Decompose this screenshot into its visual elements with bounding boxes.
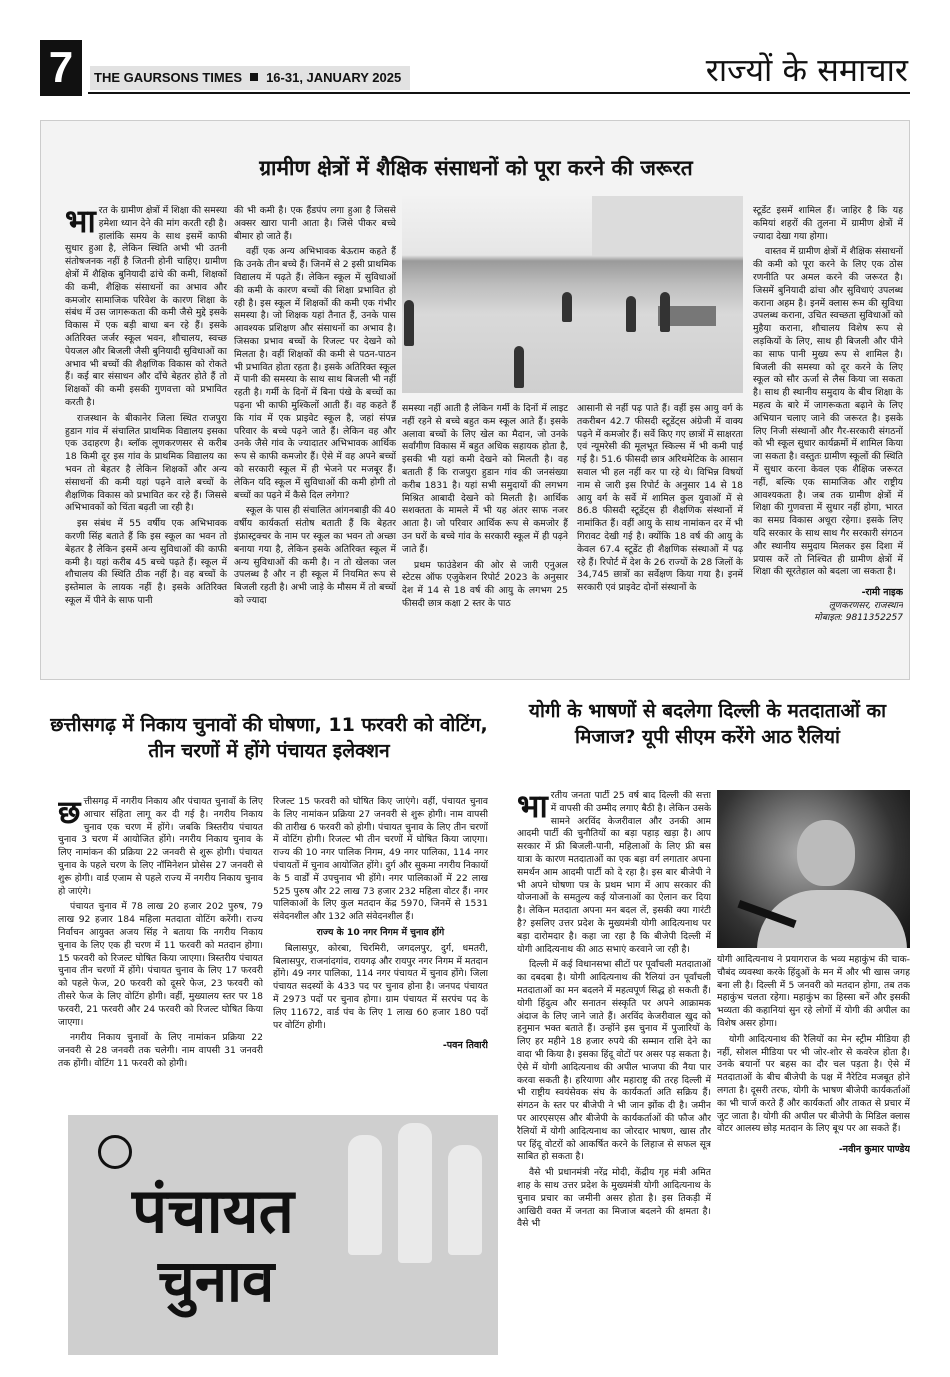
poster-title-line2: चुनाव bbox=[158, 1247, 275, 1315]
issue-date: 16-31, JANUARY 2025 bbox=[266, 70, 402, 85]
child-figure bbox=[514, 346, 524, 388]
section-title: राज्यों के समाचार bbox=[705, 51, 908, 89]
raised-finger bbox=[348, 1135, 382, 1255]
article-column bbox=[753, 205, 903, 675]
article-headline: योगी के भाषणों से बदलेगा दिल्ली के मतदाताओं का मिजाज? यूपी सीएम करेंगे आठ रैलियां bbox=[528, 700, 887, 748]
article-column bbox=[234, 205, 396, 665]
article-yogi-delhi-rallies bbox=[505, 690, 910, 1365]
paragraph: इस संबंध में 55 वर्षीय एक अभिभावक करणी सिंह बताते हैं कि इस स्कूल का भवन तो बेहतर है लेकिन इसमें अन्य सुविधाओं की काफी कमी है। यहां करीब 45 बच्चे पढ़ते हैं। स्कूल में शौचालय की स्थिति ठीक नहीं है। वह बच्चों के इस्तेमाल के लायक नहीं है। इसके अतिरिक्त स्कूल में पीने के साफ पानी bbox=[65, 518, 227, 606]
paragraph: भारतीय जनता पार्टी 25 वर्ष बाद दिल्ली की सत्ता में वापसी की उम्मीद लगाए बैठी है। लेकिन उसके सामने अरविंद केजरीवाल और उनकी आम आदमी पार्टी की चुनौतियों का बड़ा पहाड़ खड़ा है। आप सरकार में फ्री बिजली-पानी, महिलाओं के लिए फ्री बस यात्रा के कारण मतदाताओं का एक बड़ा वर्ग लगातार अपना समर्थन आम आदमी पार्टी को दे रहा है। इस बार बीजेपी ने भी अपने घोषणा पत्र के प्रथम भाग में आप सरकार की योजनाओं के समतुल्य कई योजनाओं का ऐलान कर दिया है। लेकिन मतदाता अपना मन बदल लें, इसकी क्या गारंटी है? इसलिए उत्तर प्रदेश के मुख्यमंत्री योगी आदित्यनाथ पर बड़ा दारोमदार है। कहा जा रहा है कि बीजेपी दिल्ली में योगी आदित्यनाथ की आठ सभाएं करवाने जा रही है। bbox=[517, 790, 711, 955]
square-bullet-icon bbox=[250, 73, 258, 81]
paragraph: वहीं एक अन्य अभिभावक बेऊराम कहते हैं कि उनके तीन बच्चे हैं। जिनमें से 2 इसी प्राथमिक विद्यालय में पढ़ते हैं। लेकिन स्कूल में सुविधाओं की कमी के कारण बच्चों की शिक्षा प्रभावित हो रही है। इस स्कूल में शिक्षकों की कमी एक गंभीर समस्या है। जो शिक्षक यहां तैनात हैं, उनके पास आवश्यक प्रशिक्षण और संसाधनों का अभाव है। जिसका प्रभाव बच्चों के रिजल्ट पर देखने को मिलता है। वहीं शिक्षकों की कमी से पठन-पाठन भी प्रभावित होता रहता है। इसके अतिरिक्त स्कूल में पानी की समस्या के साथ साथ बिजली भी नहीं रहती है। गर्मी के दिनों में बिना पंखे के बच्चों का पढ़ना भी काफी मुश्किलों आती हैं। वह कहते हैं कि गांव में एक प्राइवेट स्कूल है, जहां संपन्न परिवार के बच्चे पढ़ने जाते हैं। लेकिन वह और उनके जैसे गांव के ज्यादातर अभिभावक आर्थिक रूप से काफी कमजोर हैं। ऐसे में वह अपने बच्चों को सरकारी स्कूल में ही भेजने पर मजबूर हैं। लेकिन यदि स्कूल में सुविधाओं की कमी होगी तो बच्चों का पढ़ने में कैसे दिल लगेगा? bbox=[234, 246, 396, 501]
article-headline: ग्रामीण क्षेत्रों में शैक्षिक संसाधनों को पूरा करने की जरूरत bbox=[259, 156, 693, 180]
building-wall bbox=[592, 196, 743, 256]
article-column bbox=[65, 205, 227, 665]
paragraph: आसानी से नहीं पढ़ पाते हैं। वहीं इस आयु वर्ग के तकरीबन 42.7 फीसदी स्टूडेंट्स अंग्रेजी में वाक्य पढ़ने में कमजोर हैं। सर्वे किए गए छात्रों में साक्षरता एवं न्यूमरेसी की मूलभूत स्किल्स में भी कमी पाई गई है। 51.6 फीसदी छात्र अरिथमेटिक के आसान सवाल भी हल नहीं कर पा रहे थे। विभिन्न विषयों नाम से जारी इस रिपोर्ट के अनुसार 14 से 18 आयु वर्ग के सर्वे में शामिल कुल युवाओं में से 86.8 फीसदी स्टूडेंट्स ही शैक्षणिक संस्थानों में नामांकित हैं। वहीं आयु के साथ नामांकन दर में भी गिरावट देखी गई है। क्योंकि 18 वर्ष की आयु के केवल 67.4 स्टूडेंट ही शैक्षणिक संस्थाओं में पढ़ रहे हैं। रिपोर्ट में देश के 26 राज्यों के 28 जिलों के 34,745 छात्रों का सर्वेक्षण किया गया है। इनमें सरकारी एवं प्राइवेट दोनों संस्थानों के bbox=[577, 403, 743, 594]
paragraph: पंचायत चुनाव में 78 लाख 20 हजार 202 पुरुष, 79 लाख 92 हजार 184 महिला मतदाता वोटिंग करेंगी। राज्य निर्वाचन आयुक्त अजय सिंह ने बताया कि नगरीय निकाय चुनाव के लिए एक ही चरण में 11 फरवरी को मतदान होगा। 15 फरवरी को रिजल्ट घोषित किया जाएगा। त्रिस्तरीय पंचायत चुनाव तीन चरणों में होंगे। पंचायत चुनाव के लिए 17 फरवरी को पहले फेज, 20 फरवरी को दूसरे फेज, 23 फरवरी को तीसरे फेज के लिए वोटिंग होगी। वहीं, मुख्यालय स्तर पर 18 फरवरी, 21 फरवरी और 24 फरवरी को रिजल्ट घोषित किया जाएगा। bbox=[58, 901, 263, 1028]
child-figure bbox=[660, 292, 670, 332]
article-column bbox=[717, 954, 910, 1360]
paragraph: स्टूडेंट इसमें शामिल हैं। जाहिर है कि यह कमियां शहरों की तुलना में ग्रामीण क्षेत्रों में ज्यादा देखा गया होगा। bbox=[753, 205, 903, 242]
paragraph: वैसे भी प्रधानमंत्री नरेंद्र मोदी, केंद्रीय गृह मंत्री अमित शाह के साथ उत्तर प्रदेश के मुख्यमंत्री योगी आदित्यनाथ के चुनाव प्रचार का जमीनी असर होता है। इस तिकड़ी में आखिरी वक्त में जनता का मिजाज बदलने की क्षमता है। वैसे भी bbox=[517, 1167, 711, 1230]
paragraph: दिल्ली में कई विधानसभा सीटों पर पूर्वांचली मतदाताओं का दबदबा है। योगी आदित्यनाथ की रैलियां उन पूर्वांचली मतदाताओं का मन बदलने में महत्वपूर्ण सिद्ध हो सकती हैं। योगी हिंदुत्व और सनातन संस्कृति पर अपने आक्रामक अंदाज के लिए जाने जाते हैं। अरविंद केजरीवाल खुद को हनुमान भक्त बताते हैं। उन्होंने इस चुनाव में पुजारियों के लिए हर महीने 18 हजार रुपये की सम्मान राशि देने का वादा भी किया है। इसका हिंदू वोटों पर असर पड़ सकता है। ऐसे में योगी आदित्यनाथ की अपील भाजपा की नैया पार करवा सकती है। हरियाणा और महाराष्ट्र की तरह दिल्ली में भी राष्ट्रीय स्वयंसेवक संघ के कार्यकर्ता अति सक्रिय हैं। संगठन के स्तर पर बीजेपी ने भी जान झोंक दी है। जमीन पर आरएसएस और बीजेपी के कार्यकर्ताओं की फौज और रैलियों में योगी आदित्यनाथ का जोरदार भाषण, खास तौर पर हिंदू वोटरों को आकर्षित करने के लिहाज से सफल सूत्र साबित हो सकता है। bbox=[517, 959, 711, 1163]
article-column bbox=[517, 790, 711, 1360]
paragraph: नगरीय निकाय चुनावों के लिए नामांकन प्रक्रिया 22 जनवरी से 28 जनवरी तक चलेगी। नाम वापसी 31 जनवरी तक होंगी। वोटिंग 11 फरवरी को होगी। bbox=[58, 1032, 263, 1069]
header-rule bbox=[88, 92, 910, 94]
author-signature: -रामी नाइक bbox=[861, 587, 903, 599]
paragraph: भारत के ग्रामीण क्षेत्रों में शिक्षा की समस्या हमेशा ध्यान देने की मांग करती रही है। हालांकि समय के साथ इसमें काफी सुधार हुआ है, लेकिन स्थिति अभी भी उतनी संतोषजनक नहीं है जितनी होनी चाहिए। ग्रामीण क्षेत्रों में शैक्षिक बुनियादी ढांचे की कमी, शिक्षकों की कमी, शैक्षिक संसाधनों का अभाव और कमजोर सामाजिक परिवेश के कारण शिक्षा के संबंध में उस जागरूकता की कमी जैसे मुद्दे इसके विकास में एक बड़ी बाधा बन रहे हैं। इसके अतिरिक्त जर्जर स्कूल भवन, शौचालय, स्वच्छ पेयजल और बिजली जैसी बुनियादी सुविधाओं का अभाव भी बच्चों की शैक्षणिक विकास को रोकते हैं। कई बार संसाधन और दाँचे बेहतर होते हैं तो शिक्षकों की कमी इसकी गुणवत्ता को प्रभावित करती है। bbox=[65, 205, 227, 408]
yogi-speech-photo bbox=[717, 790, 910, 948]
author-signature: -नवीन कुमार पाण्डेय bbox=[838, 1144, 910, 1156]
raised-finger bbox=[398, 1123, 432, 1263]
masthead-bar bbox=[90, 66, 410, 90]
paragraph: स्कूल के पास ही संचालित आंगनबाड़ी की 40 वर्षीय कार्यकर्ता संतोष बताती हैं कि बेहतर इंफ्रास्ट्रक्चर के नाम पर स्कूल का भवन तो अच्छा बनाया गया है, लेकिन इसके अतिरिक्त स्कूल में अन्य सुविधाओं की कमी है। न तो खेलका जल उपलब्ध है और न ही स्कूल में नियमित रूप से बिजली रहती है। अभी जाड़े के मौसम में तो बच्चों को ज्यादा bbox=[234, 505, 396, 606]
page-header bbox=[0, 0, 950, 100]
child-figure bbox=[404, 300, 414, 346]
paragraph: राजस्थान के बीकानेर जिला स्थित राजपुरा हुडान गांव में संचालित प्राथमिक विद्यालय इसका एक उदाहरण है। ब्लॉक लूणकरणसर से करीब 18 किमी दूर इस गांव के प्राथमिक विद्यालय का भवन तो बेहतर है लेकिन शिक्षकों और अन्य संसाधनों की कमी यहां पढ़ने वाले बच्चों के शैक्षणिक विकास को प्रभावित कर रहे हैं। जिससे अभिभावकों को चिंता बढ़ती जा रही है। bbox=[65, 412, 227, 514]
author-contact: मोबाइल: 9811352257 bbox=[814, 612, 903, 623]
page-number: 7 bbox=[40, 40, 82, 96]
rural-school-photo bbox=[402, 196, 743, 393]
drop-cap: भा bbox=[517, 790, 548, 825]
paragraph: बिलासपुर, कोरबा, चिरमिरी, जगदलपुर, दुर्ग, धमतरी, बिलासपुर, राजनांदगांव, रायगढ़ और रायपुर नगर निगम में मतदान होंगे। 49 नगर पालिका, 114 नगर पंचायत में चुनाव होंगे। जिला पंचायत सदस्यों के 433 पद पर चुनाव होना है। जनपद पंचायत में 2973 पदों पर चुनाव होगा। ग्राम पंचायत में सरपंच पद के लिए 11672, वार्ड पंच के लिए 1 लाख 60 हजार 180 पदों पर वोटिंग होगी। bbox=[273, 942, 488, 1031]
panchayat-election-poster bbox=[68, 1115, 498, 1355]
paragraph: समस्या नहीं आती है लेकिन गर्मी के दिनों में लाइट नहीं रहने से बच्चे बहुत कम स्कूल आते हैं। इसके अलावा बच्चों के लिए खेल का मैदान, जो उनके सर्वांगीण विकास में बहुत अधिक सहायक होता है, इसकी भी यहां कमी देखने को मिलती है। वह बताती हैं कि राजपुरा हुडान गांव की जनसंख्या करीब 1831 है। यहां सभी समुदायों की लगभग मिश्रित आबादी देखने को मिलती है। आर्थिक सशक्तता के मामले में भी यह अंतर साफ नजर आता है। जो परिवार आर्थिक रूप से कमजोर हैं उन घरों के बच्चे गांव के सरकारी स्कूल में ही पढ़ने जाते हैं। bbox=[402, 403, 568, 555]
poster-title-line1: पंचायत bbox=[132, 1174, 294, 1247]
article-headline: छत्तीसगढ़ में निकाय चुनावों की घोषणा, 11 फरवरी को वोटिंग, तीन चरणों में होंगे पंचायत इलेक्शन bbox=[50, 714, 488, 762]
raised-finger bbox=[448, 1145, 482, 1255]
child-figure bbox=[562, 292, 572, 322]
article-column bbox=[273, 796, 488, 1108]
subheading: राज्य के 10 नगर निगम में चुनाव होंगे bbox=[316, 926, 445, 938]
article-rural-education bbox=[40, 120, 910, 680]
article-chhattisgarh-elections bbox=[40, 690, 498, 1365]
child-figure bbox=[626, 296, 636, 332]
drop-cap: भा bbox=[65, 205, 96, 240]
ink-mark-icon bbox=[98, 1135, 132, 1169]
paragraph: छत्तीसगढ़ में नगरीय निकाय और पंचायत चुनावों के लिए आचार संहिता लागू कर दी गई है। नगरीय निकाय चुनाव एक चरण में होंगे। जबकि त्रिस्तरीय पंचायत चुनाव 3 चरण में आयोजित होंगे। नगरीय निकाय चुनाव के लिए नामांकन की प्रक्रिया 22 जनवरी से शुरू होगी। पंचायत चुनाव के पहले चरण के लिए नॉमिनेशन प्रोसेस 27 जनवरी से शुरू होगी। वार्ड एजाम से पहले राज्य में नगरीय निकाय चुनाव हो जाएंगे। bbox=[58, 796, 263, 897]
author-location: लूणकरणसर, राजस्थान bbox=[828, 600, 903, 611]
author-signature: -पवन तिवारी bbox=[442, 1040, 488, 1052]
paragraph: प्रथम फाउंडेशन की ओर से जारी एनुअल स्टेटस ऑफ एजुकेशन रिपोर्ट 2023 के अनुसार देश में 14 से 18 वर्ष की आयु के लगभग 25 फीसदी छात्र कक्षा 2 स्तर के पाठ bbox=[402, 559, 568, 609]
drop-cap: छ bbox=[58, 796, 81, 831]
paragraph: की भी कमी है। एक हैंडपंप लगा हुआ है जिससे अक्सर खारा पानी आता है। जिसे पीकर बच्चे बीमार हो जाते हैं। bbox=[234, 205, 396, 242]
paragraph: वास्तव में ग्रामीण क्षेत्रों में शैक्षिक संसाधनों की कमी को पूरा करने के लिए एक ठोस रणनीति पर अमल करने की जरूरत है। जिसमें बुनियादी ढांचा और सुविधाएं उपलब्ध कराना अहम है। इनमें क्लास रूम की सुविधा उपलब्ध कराना, उचित स्वच्छता सुविधाओं को मुहैया कराना, शौचालय विशेष रूप से लड़कियों के लिए, साथ ही बिजली और पीने का साफ पानी मुख्य रूप से शामिल है। बिजली की समस्या को दूर करने के लिए स्कूल को सौर ऊर्जा से लैस किया जा सकता है। साथ ही स्थानीय समुदाय के बीच शिक्षा के महत्व के बारे में जागरूकता बढ़ाने के लिए अभियान चलाए जाने की जरूरत है। इसके लिए निजी संस्थानों और गैर-सरकारी संगठनों को भी स्कूल सुधार कार्यक्रमों में शामिल किया जा सकता है। वस्तुतः ग्रामीण स्कूलों की स्थिति में सुधार करना केवल एक शैक्षिक जरूरत नहीं, बल्कि एक सामाजिक और राष्ट्रीय आवश्यकता है। जब तक ग्रामीण क्षेत्रों में शिक्षा की गुणवत्ता में सुधार नहीं होगा, भारत का समग्र विकास अधूरा रहेगा। इसके लिए यदि सरकार के साथ साथ गैर सरकारी संगठन और स्थानीय समुदाय मिलकर इस दिशा में प्रयास करें तो निश्चित ही ग्रामीण क्षेत्रों में शिक्षा की सूरतेहाल को बदला जा सकता है। bbox=[753, 246, 903, 578]
paragraph: योगी आदित्यनाथ की रैलियों का मेन स्ट्रीम मीडिया ही नहीं, सोशल मीडिया पर भी जोर-शोर से कवरेज होता है। उनके बयानों पर बहस का दौर चल पड़ता है। ऐसे में मतदाताओं के बीच बीजेपी के पक्ष में नैरेटिव मजबूत होने लगता है। दूसरी तरफ, योगी के भाषण बीजेपी कार्यकर्ताओं का भी चार्ज करते हैं और कार्यकर्ता और ताकत से प्रचार में जुट जाता है। योगी की अपील पर बीजेपी के मिडिल क्लास वोटर आलस्य छोड़ मतदान के लिए बूथ पर आ सकते हैं। bbox=[717, 1033, 910, 1135]
article-column bbox=[402, 403, 568, 665]
article-column bbox=[577, 403, 743, 665]
speaker-head bbox=[797, 820, 855, 886]
article-column bbox=[58, 796, 263, 1108]
masthead-title: THE GAURSONS TIMES bbox=[94, 70, 243, 85]
paragraph: योगी आदित्यनाथ ने प्रयागराज के भव्य महाकुंभ की चाक-चौबंद व्यवस्था करके हिंदुओं के मन में और भी खास जगह बना ली है। दिल्ली में 5 जनवरी को मतदान होगा, तब तक महाकुंभ चलता रहेगा। महाकुंभ का हिस्सा बनें और इसकी भव्यता की कहानियां सुन रहे लोगों में योगी की अपील का विशेष असर होगा। bbox=[717, 954, 910, 1029]
paragraph: रिजल्ट 15 फरवरी को घोषित किए जाएंगे। वहीं, पंचायत चुनाव के लिए नामांकन प्रक्रिया 27 जनवरी से शुरू होगी। नाम वापसी की तारीख 6 फरवरी को होगी। पंचायत चुनाव के लिए तीन चरणों में वोटिंग होगी। रिजल्ट भी तीन चरणों में घोषित किया जाएगा। राज्य की 10 नगर पालिक निगम, 49 नगर पालिका, 114 नगर पंचायतों में चुनाव आयोजित होंगे। दुर्ग और सुकमा नगरीय निकायों के 5 वार्डों में उपचुनाव भी होंगे। नगर पालिकाओं में 22 लाख 525 पुरुष और 22 लाख 73 हजार 232 महिला वोटर हैं। नगर पालिकाओं के लिए कुल मतदान केंद्र 5970, जिनमें से 1531 संवेदनशील और 132 अति संवेदनशील हैं। bbox=[273, 796, 488, 923]
